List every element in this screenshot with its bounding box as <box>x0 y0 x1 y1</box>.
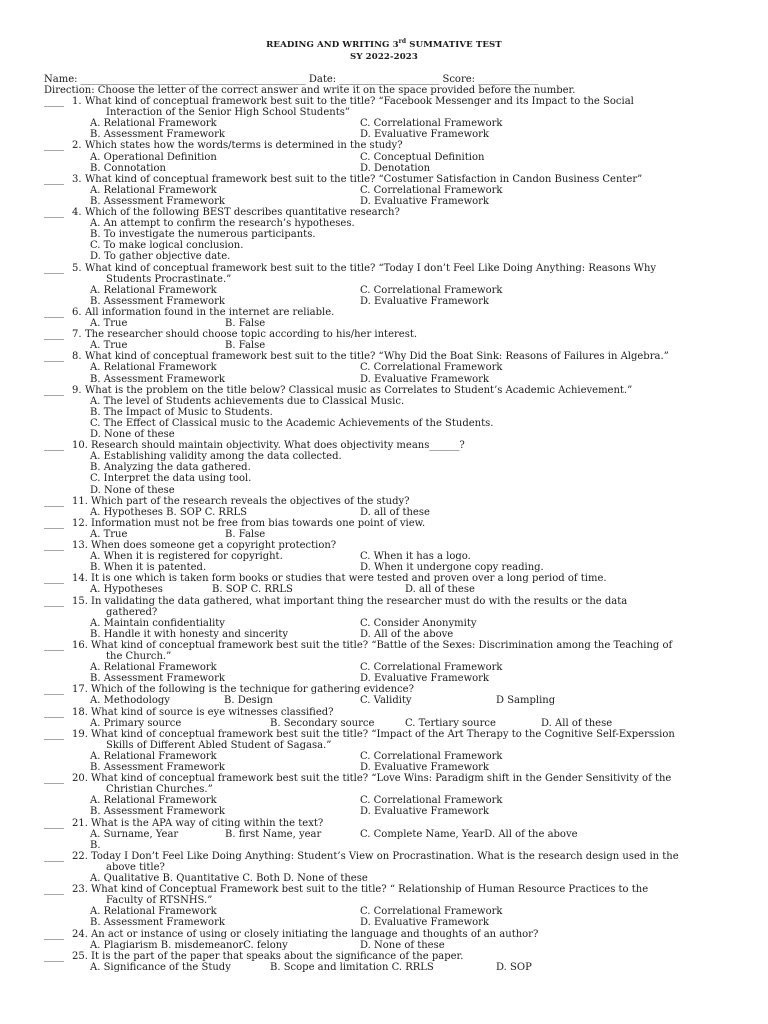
answer-blank[interactable]: ____ <box>44 140 64 152</box>
answer-blank[interactable]: ____ <box>44 706 64 718</box>
question-number: 24. <box>72 928 88 940</box>
test-title: READING AND WRITING 3rd SUMMATIVE TEST <box>266 38 502 50</box>
answer-blank[interactable]: ____ <box>44 329 64 341</box>
question-text: Information must not be free from bias towards one point of view. <box>91 517 426 529</box>
answer-option: B. first Name, year <box>225 828 322 840</box>
question-number: 2. <box>72 140 82 152</box>
answer-option: B. The Impact of Music to Students. <box>90 406 273 418</box>
answer-blank[interactable]: ____ <box>44 207 64 218</box>
answer-blank[interactable]: ____ <box>44 540 64 551</box>
question-number: 9. <box>72 384 82 396</box>
answer-option: C. To make logical conclusion. <box>90 240 244 252</box>
question-number: 12. <box>72 517 88 529</box>
question-number: 25. <box>72 950 88 962</box>
answer-option: B. Assessment Framework <box>90 806 225 818</box>
question-text: What kind of conceptual framework best suit the title? “Love Wins: Paradigm shift in the Gender Sensitivity of the <box>91 773 672 785</box>
answer-option: B. False <box>225 528 266 540</box>
question-text: Which of the following is the technique for gathering evidence? <box>91 684 414 696</box>
answer-option: D. All of these <box>541 717 613 729</box>
answer-option: C. Tertiary source <box>405 717 496 729</box>
question-number: 11. <box>72 495 88 507</box>
answer-blank[interactable]: ____ <box>44 306 64 318</box>
answer-blank[interactable]: ____ <box>44 96 64 107</box>
question-number: 20. <box>72 773 88 785</box>
question-text: What is the APA way of citing within the text? <box>91 817 324 829</box>
answer-option: D. all of these <box>360 506 430 518</box>
question-number: 21. <box>72 817 88 829</box>
answer-blank[interactable]: ____ <box>44 495 64 507</box>
answer-blank[interactable]: ____ <box>44 817 64 829</box>
answer-option: B. <box>90 839 101 851</box>
answer-option: A. True <box>90 318 128 329</box>
question-text: The researcher should choose topic according to his/her interest. <box>85 329 418 341</box>
question-text: It is the part of the paper that speaks about the significance of the paper. <box>91 950 464 962</box>
answer-option: D. Evaluative Framework <box>360 195 489 207</box>
question-text: What kind of conceptual framework best suit to the title? “Today I don’t Feel Like Doing Anything: Reasons Why <box>85 262 657 274</box>
answer-option: A. Relational Framework <box>90 795 217 807</box>
answer-option: A. Primary source <box>90 717 182 729</box>
answer-option: B. False <box>225 340 266 352</box>
answer-option: B. Design <box>224 695 273 707</box>
answer-option: A. The level of Students achievements due to Classical Music. <box>90 395 405 407</box>
answer-option: B. Secondary source <box>270 717 375 729</box>
answer-option: B. False <box>225 318 266 329</box>
question-text: Which of the following BEST describes quantitative research? <box>85 207 400 218</box>
question-number: 8. <box>72 351 82 363</box>
question-number: 16. <box>72 639 88 651</box>
question-number: 4. <box>72 207 82 218</box>
question-text: What kind of conceptual framework best suit to the title? “Why Did the Boat Sink: Reasons of Failures in Algebra.” <box>85 351 669 363</box>
answer-blank[interactable]: ____ <box>44 728 64 740</box>
question-text: What kind of Conceptual Framework best suit to the title? “ Relationship of Human Resource Practices to the <box>91 884 649 896</box>
answer-option: C. Validity <box>360 695 412 707</box>
answer-option: D. Evaluative Framework <box>360 673 489 685</box>
answer-blank[interactable]: ____ <box>44 173 64 185</box>
answer-option: C. Correlational Framework <box>360 795 503 807</box>
question-text: Interaction of the Senior High School Students” <box>106 107 350 119</box>
answer-option: A. Plagiarism B. misdemeanorC. felony <box>90 939 288 951</box>
answer-option: A. Methodology <box>90 695 170 707</box>
question-text: All information found in the internet are reliable. <box>85 306 335 318</box>
answer-option: A. Establishing validity among the data collected. <box>90 451 342 463</box>
answer-option: C. Consider Anonymity <box>360 617 477 629</box>
question-text: In validating the data gathered, what important thing the researcher must do with the results or the data <box>91 595 628 607</box>
question-number: 18. <box>72 706 88 718</box>
answer-option: C. The Effect of Classical music to the Academic Achievements of the Students. <box>90 417 494 429</box>
question-text: Faculty of RTSNHS.” <box>106 895 213 907</box>
answer-option: A. Relational Framework <box>90 284 217 296</box>
question-number: 7. <box>72 329 82 341</box>
question-text: What kind of conceptual framework best suit to the title? “Facebook Messenger and its Impact to the Social <box>85 96 634 107</box>
answer-option: C. Correlational Framework <box>360 118 503 130</box>
question-number: 14. <box>72 573 88 585</box>
question-number: 15. <box>72 595 88 607</box>
answer-option: A. When it is registered for copyright. <box>90 551 283 563</box>
answer-option: D. When it undergone copy reading. <box>360 562 544 574</box>
question-text: Students Procrastinate.” <box>106 273 232 285</box>
answer-option: C. Interpret the data using tool. <box>90 473 252 485</box>
answer-option: B. Analyzing the data gathered. <box>90 462 251 474</box>
answer-option: B. Assessment Framework <box>90 295 225 307</box>
answer-option: D. None of these <box>90 484 175 496</box>
answer-option: A. Operational Definition <box>90 151 217 163</box>
question-text: Research should maintain objectivity. What does objectivity means______? <box>91 440 465 452</box>
answer-option: D. Denotation <box>360 162 431 174</box>
question-text: Which states how the words/terms is determined in the study? <box>85 140 403 152</box>
answer-option: A. Relational Framework <box>90 750 217 762</box>
info-line: Name: _____________________________________________ Date: ____________________ Score: ____________ <box>44 74 539 85</box>
question-text: An act or instance of using or closely initiating the language and thoughts of an author? <box>91 928 539 940</box>
question-number: 19. <box>72 728 88 740</box>
answer-option: D. None of these <box>360 939 445 951</box>
answer-option: D. SOP <box>496 961 532 973</box>
answer-blank[interactable]: ____ <box>44 684 64 696</box>
answer-option: B. Assessment Framework <box>90 673 225 685</box>
question-text: gathered? <box>106 606 158 618</box>
answer-blank[interactable]: ____ <box>44 440 64 452</box>
question-number: 3. <box>72 173 82 185</box>
answer-option: B. Assessment Framework <box>90 373 225 385</box>
answer-blank[interactable]: ____ <box>44 773 64 785</box>
question-text: Today I Don’t Feel Like Doing Anything: Student’s View on Procrastination. What is the research design used in the <box>91 850 679 862</box>
question-number: 13. <box>72 540 88 551</box>
answer-option: A. Hypotheses B. SOP C. RRLS <box>90 506 247 518</box>
question-text: What kind of conceptual framework best suit to the title? “Costumer Satisfaction in Candon Business Center” <box>85 173 643 185</box>
answer-option: A. True <box>90 528 128 540</box>
answer-blank[interactable]: ____ <box>44 884 64 896</box>
question-number: 5. <box>72 262 82 274</box>
answer-option: D. Evaluative Framework <box>360 373 489 385</box>
answer-blank[interactable]: ____ <box>44 573 64 585</box>
answer-option: D. Evaluative Framework <box>360 917 489 929</box>
answer-option: B. Handle it with honesty and sincerity <box>90 628 289 640</box>
answer-option: A. Relational Framework <box>90 662 217 674</box>
answer-option: A. Maintain confidentiality <box>90 617 225 629</box>
answer-option: A. True <box>90 340 128 352</box>
answer-option: B. To investigate the numerous participants. <box>90 229 316 241</box>
answer-option: A. Hypotheses <box>90 584 163 596</box>
question-number: 17. <box>72 684 88 696</box>
answer-option: C. Conceptual Definition <box>360 151 485 163</box>
answer-option: C. Complete Name, YearD. All of the above <box>360 828 578 840</box>
question-text: Christian Churches.” <box>106 784 213 796</box>
answer-option: C. Correlational Framework <box>360 284 503 296</box>
question-text: Skills of Different Abled Student of Sagasa.” <box>106 739 332 751</box>
answer-option: A. Relational Framework <box>90 184 217 196</box>
answer-blank[interactable]: ____ <box>44 639 64 651</box>
question-number: 1. <box>72 96 82 107</box>
school-year: SY 2022-2023 <box>350 52 418 62</box>
answer-option: C. Correlational Framework <box>360 184 503 196</box>
question-number: 10. <box>72 440 88 452</box>
answer-blank[interactable]: ____ <box>44 351 64 363</box>
answer-option: A. An attempt to confirm the research’s hypotheses. <box>90 218 355 230</box>
answer-blank[interactable]: ____ <box>44 384 64 396</box>
question-text: What kind of conceptual framework best suit the title? “Impact of the Art Therapy to the Cognitive Self-Experssion <box>91 728 675 740</box>
answer-option: D. To gather objective date. <box>90 251 231 263</box>
answer-option: A. Qualitative B. Quantitative C. Both D. None of these <box>90 873 368 884</box>
answer-option: C. Correlational Framework <box>360 362 503 374</box>
direction-text: Direction: Choose the letter of the correct answer and write it on the space provided before the number. <box>44 85 576 96</box>
question-text: What kind of source is eye witnesses classified? <box>91 706 334 718</box>
answer-option: A. Relational Framework <box>90 906 217 918</box>
question-text: Which part of the research reveals the objectives of the study? <box>91 495 410 507</box>
answer-option: A. Relational Framework <box>90 362 217 374</box>
answer-option: B. When it is patented. <box>90 562 207 574</box>
answer-option: D. Evaluative Framework <box>360 295 489 307</box>
question-number: 22. <box>72 850 88 862</box>
question-text: above title? <box>106 861 165 873</box>
answer-blank[interactable]: ____ <box>44 950 64 962</box>
answer-option: C. When it has a logo. <box>360 551 471 563</box>
answer-option: A. Relational Framework <box>90 118 217 130</box>
answer-option: D. Evaluative Framework <box>360 806 489 818</box>
answer-option: C. Correlational Framework <box>360 750 503 762</box>
answer-option: C. Correlational Framework <box>360 906 503 918</box>
question-text: the Church.” <box>106 651 172 662</box>
answer-blank[interactable]: ____ <box>44 928 64 940</box>
answer-option: B. Assessment Framework <box>90 195 225 207</box>
answer-option: A. Surname, Year <box>90 828 179 840</box>
answer-option: B. Assessment Framework <box>90 129 225 141</box>
answer-option: B. SOP C. RRLS <box>212 584 293 596</box>
question-number: 23. <box>72 884 88 896</box>
question-text: When does someone get a copyright protection? <box>91 540 337 551</box>
question-number: 6. <box>72 306 82 318</box>
answer-option: B. Scope and limitation C. RRLS <box>270 961 434 973</box>
answer-option: B. Assessment Framework <box>90 762 225 773</box>
answer-option: D. None of these <box>90 429 175 440</box>
answer-option: D. All of the above <box>360 628 454 640</box>
answer-blank[interactable]: ____ <box>44 595 64 607</box>
answer-blank[interactable]: ____ <box>44 262 64 274</box>
answer-option: A. Significance of the Study <box>90 961 231 973</box>
answer-option: D. Evaluative Framework <box>360 762 489 773</box>
answer-blank[interactable]: ____ <box>44 850 64 862</box>
answer-option: C. Correlational Framework <box>360 662 503 674</box>
answer-option: D. all of these <box>405 584 475 596</box>
answer-option: B. Connotation <box>90 162 166 174</box>
question-text: What is the problem on the title below? Classical music as Correlates to Student’s Academic Achievement.” <box>85 384 633 396</box>
answer-option: B. Assessment Framework <box>90 917 225 929</box>
answer-option: D Sampling <box>496 695 556 707</box>
answer-option: D. Evaluative Framework <box>360 129 489 141</box>
question-text: It is one which is taken form books or studies that were tested and proven over a long period of time. <box>91 573 607 585</box>
question-text: What kind of conceptual framework best suit the title? “Battle of the Sexes: Discrimination among the Teaching of <box>91 639 673 651</box>
answer-blank[interactable]: ____ <box>44 517 64 529</box>
